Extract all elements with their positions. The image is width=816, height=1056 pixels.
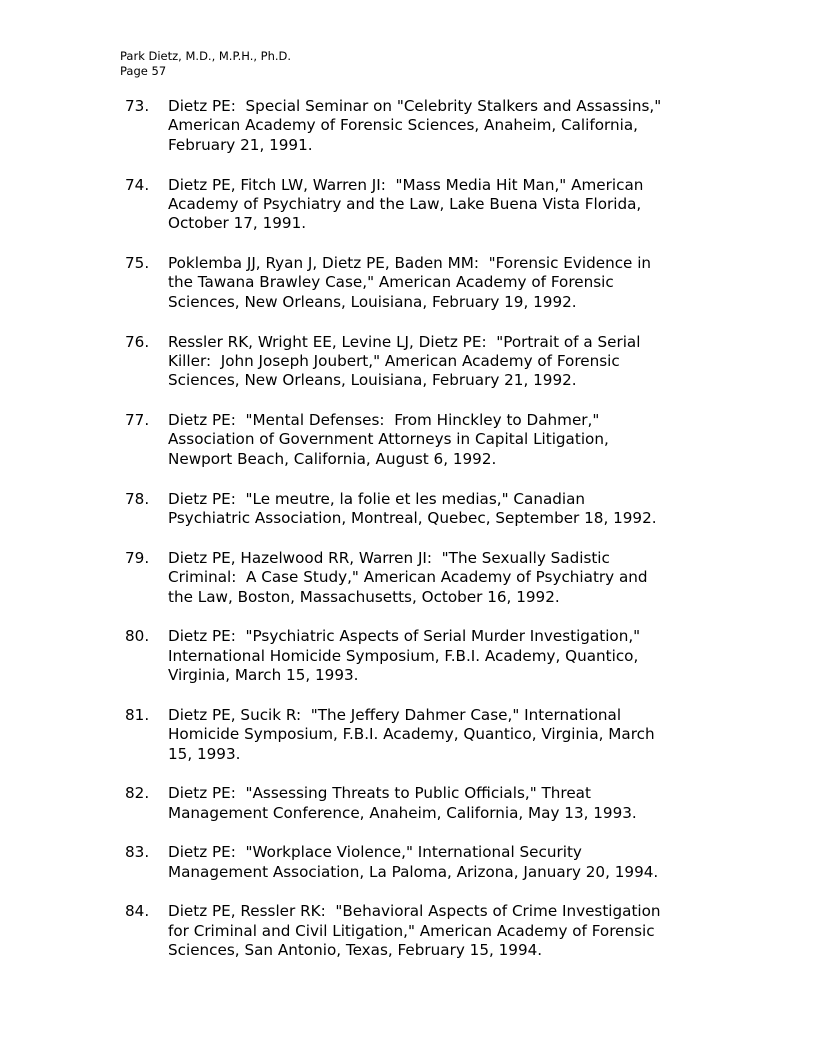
entry-number: 75. (125, 254, 150, 273)
list-item (0, 333, 816, 391)
entry-line: for Criminal and Civil Litigation," American Academy of Forensic (168, 921, 655, 940)
list-item (0, 254, 816, 312)
entry-line: Management Conference, Anaheim, California, May 13, 1993. (168, 803, 637, 822)
entry-line: 15, 1993. (168, 744, 241, 763)
list-item (0, 784, 816, 823)
entry-text (168, 902, 728, 960)
entry-line: Dietz PE, Ressler RK: "Behavioral Aspects of Crime Investigation (168, 902, 661, 921)
list-item (0, 549, 816, 607)
entry-number: 84. (125, 902, 150, 921)
entry-line: Association of Government Attorneys in Capital Litigation, (168, 430, 609, 449)
entry-line: Dietz PE, Sucik R: "The Jeffery Dahmer Case," International (168, 705, 622, 724)
list-item (0, 490, 816, 529)
entry-line: Sciences, New Orleans, Louisiana, February 19, 1992. (168, 292, 577, 311)
entry-line: Dietz PE, Hazelwood RR, Warren JI: "The Sexually Sadistic (168, 548, 610, 567)
entry-text (168, 843, 728, 882)
list-item (0, 843, 816, 882)
entry-text (168, 254, 728, 312)
entry-number: 73. (125, 97, 150, 115)
entry-line: American Academy of Forensic Sciences, Anaheim, California, (168, 116, 638, 135)
entry-line: Management Association, La Paloma, Arizona, January 20, 1994. (168, 862, 659, 881)
entry-text (168, 490, 728, 529)
entry-line: Psychiatric Association, Montreal, Quebec, September 18, 1992. (168, 508, 657, 527)
entry-line: October 17, 1991. (168, 214, 307, 233)
entry-line: Killer: John Joseph Joubert," American Academy of Forensic (168, 351, 620, 370)
presentation-list (0, 97, 816, 981)
entry-line: Criminal: A Case Study," American Academy of Psychiatry and (168, 568, 648, 587)
entry-line: Virginia, March 15, 1993. (168, 666, 359, 685)
entry-text (168, 411, 728, 469)
entry-line: Dietz PE: "Le meutre, la folie et les medias," Canadian (168, 489, 586, 508)
entry-line: Sciences, San Antonio, Texas, February 15, 1994. (168, 941, 543, 960)
entry-line: the Law, Boston, Massachusetts, October 16, 1992. (168, 587, 560, 606)
entry-line: International Homicide Symposium, F.B.I. Academy, Quantico, (168, 646, 639, 665)
entry-text (168, 706, 728, 764)
author-name: Park Dietz, M.D., M.P.H., Ph.D. (120, 49, 292, 63)
page-number: Page 57 (120, 64, 167, 78)
entry-number: 79. (125, 548, 150, 567)
entry-line: Dietz PE: "Assessing Threats to Public Officials," Threat (168, 784, 591, 803)
entry-line: Sciences, New Orleans, Louisiana, February 21, 1992. (168, 371, 577, 390)
entry-text (168, 784, 728, 823)
entry-text (168, 176, 728, 234)
list-item (0, 176, 816, 234)
entry-number: 81. (125, 705, 150, 724)
entry-line: Poklemba JJ, Ryan J, Dietz PE, Baden MM: "Forensic Evidence in (168, 254, 652, 273)
entry-number: 74. (125, 175, 150, 194)
entry-text (168, 627, 728, 685)
entry-number: 80. (125, 627, 150, 646)
entry-line: Dietz PE: "Psychiatric Aspects of Serial Murder Investigation," (168, 627, 641, 646)
entry-text (168, 549, 728, 607)
entry-text (168, 333, 728, 391)
entry-line: Dietz PE, Fitch LW, Warren JI: "Mass Media Hit Man," American (168, 175, 644, 194)
entry-number: 76. (125, 332, 150, 351)
list-item (0, 627, 816, 685)
entry-line: Dietz PE: "Workplace Violence," International Security (168, 843, 582, 862)
entry-line: Ressler RK, Wright EE, Levine LJ, Dietz PE: "Portrait of a Serial (168, 332, 641, 351)
list-item (0, 902, 816, 960)
entry-line: Homicide Symposium, F.B.I. Academy, Quantico, Virginia, March (168, 725, 655, 744)
entry-number: 77. (125, 411, 150, 430)
entry-line: Dietz PE: Special Seminar on "Celebrity Stalkers and Assassins," (168, 97, 662, 115)
entry-number: 78. (125, 489, 150, 508)
page-header (120, 49, 291, 79)
entry-text (168, 97, 728, 155)
entry-line: February 21, 1991. (168, 135, 313, 154)
entry-line: Dietz PE: "Mental Defenses: From Hinckley to Dahmer," (168, 411, 600, 430)
entry-line: the Tawana Brawley Case," American Academy of Forensic (168, 273, 614, 292)
entry-line: Newport Beach, California, August 6, 1992. (168, 449, 497, 468)
list-item (0, 97, 816, 155)
entry-line: Academy of Psychiatry and the Law, Lake Buena Vista Florida, (168, 194, 642, 213)
entry-number: 82. (125, 784, 150, 803)
entry-number: 83. (125, 843, 150, 862)
list-item (0, 411, 816, 469)
list-item (0, 706, 816, 764)
